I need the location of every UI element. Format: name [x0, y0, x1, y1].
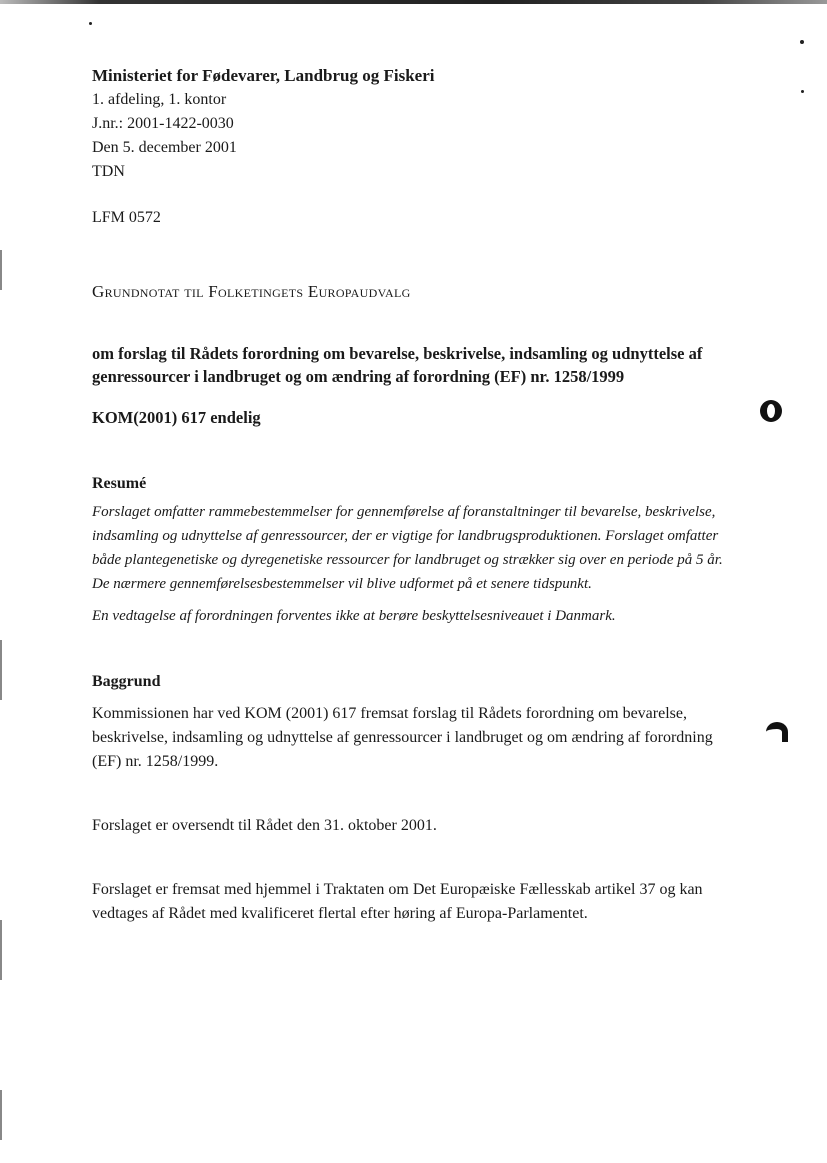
scan-left-mark: [0, 640, 2, 700]
scan-top-edge: [0, 0, 827, 4]
resume-heading: Resumé: [92, 475, 147, 492]
scan-speck: [89, 22, 92, 25]
journal-number: J.nr.: 2001-1422-0030: [92, 115, 234, 132]
baggrund-paragraph: Kommissionen har ved KOM (2001) 617 fremsat forslag til Rådets forordning om bevarelse, beskrivelse, indsamling og udnyttelse af genressourcer i landbruget og om ændring af forordning (EF) nr. 1258/1999.: [92, 705, 713, 770]
baggrund-paragraph: Forslaget er fremsat med hjemmel i Traktaten om Det Europæiske Fællesskab artikel 37 og kan vedtages af Rådet med kvalificeret flertal efter høring af Europa-Parlamentet.: [92, 881, 703, 922]
resume-paragraph: En vedtagelse af forordningen forventes ikke at berøre beskyttelsesniveauet i Danmark.: [92, 608, 616, 624]
scan-speck: [800, 40, 804, 44]
punch-hole-mark: [760, 400, 782, 422]
resume-paragraph: Forslaget omfatter rammebestemmelser for gennemførelse af foranstaltninger til bevarelse, beskrivelse, indsamling og udnyttelse af genressourcer, der er vigtige for landbrugsproduktionen. Forslaget omfatter både plantegenetiske og dyregenetiske ressourcer for landbruget og strækker sig over en periode på 5 år. De nærmere gennemførelsesbestemmelser vil blive udformet på et senere tidspunkt.: [92, 504, 723, 592]
kom-reference: KOM(2001) 617 endelig: [92, 408, 261, 427]
reference-number: LFM 0572: [92, 209, 161, 226]
ministry-name: Ministeriet for Fødevarer, Landbrug og Fiskeri: [92, 66, 435, 85]
letterhead: [92, 64, 732, 184]
document-title: Grundnotat til Folketingets Europaudvalg: [92, 282, 411, 301]
punch-hole-mark: [766, 722, 788, 742]
scan-left-mark: [0, 1090, 2, 1140]
department-line: 1. afdeling, 1. kontor: [92, 91, 227, 108]
baggrund-heading: Baggrund: [92, 673, 161, 690]
document-page: [92, 64, 732, 926]
proposal-title: om forslag til Rådets forordning om bevarelse, beskrivelse, indsamling og udnyttelse af genressourcer i landbruget og om ændring af forordning (EF) nr. 1258/1999: [92, 344, 703, 386]
scan-left-mark: [0, 920, 2, 980]
baggrund-paragraph: Forslaget er oversendt til Rådet den 31. oktober 2001.: [92, 817, 437, 834]
author-initials: TDN: [92, 163, 125, 180]
scan-left-mark: [0, 250, 2, 290]
document-date: Den 5. december 2001: [92, 139, 237, 156]
scan-speck: [801, 90, 804, 93]
